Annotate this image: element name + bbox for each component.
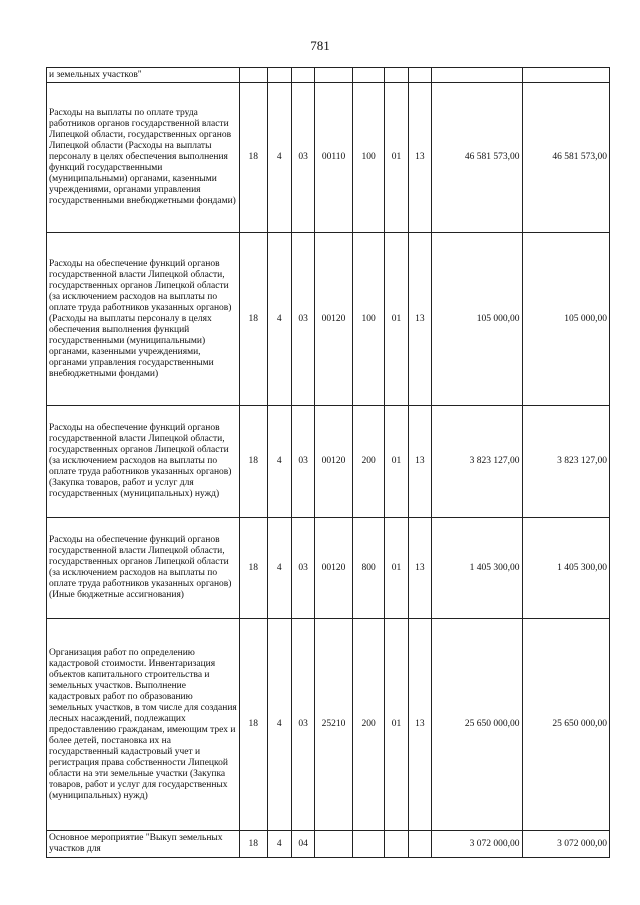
amount-1-cell: 105 000,00 xyxy=(432,233,522,406)
table-row xyxy=(47,518,610,619)
table-row xyxy=(47,83,610,233)
code-4-cell xyxy=(315,831,353,858)
amount-2-cell xyxy=(522,68,609,83)
amount-2-cell: 25 650 000,00 xyxy=(522,619,609,831)
code-6-cell: 01 xyxy=(385,619,408,831)
code-6-cell: 01 xyxy=(385,406,408,518)
code-3-cell: 03 xyxy=(291,83,314,233)
code-4-cell: 00120 xyxy=(315,406,353,518)
code-7-cell: 13 xyxy=(408,233,431,406)
code-7-cell: 13 xyxy=(408,83,431,233)
code-2-cell xyxy=(267,68,291,83)
code-1-cell xyxy=(240,68,267,83)
row-description-cell: Расходы на выплаты по оплате труда работников органов государственной власти Липецкой области, государственных органов Липецкой области (Расходы на выплаты персоналу в целях обеспечения выполнения функций государственными (муниципальными) органами, казенными учреждениями, органами управления государственными внебюджетными фондами) xyxy=(47,83,240,233)
code-2-cell: 4 xyxy=(267,406,291,518)
table-row xyxy=(47,831,610,858)
table-body xyxy=(47,68,610,858)
row-description-cell: Расходы на обеспечение функций органов государственной власти Липецкой области, государственных органов Липецкой области (за исключением расходов на выплаты по оплате труда работников указанных органов) (Расходы на выплаты персоналу в целях обеспечения выполнения функций государственными (муниципальными) органами, казенными учреждениями, органами управления государственными внебюджетными фондами) xyxy=(47,233,240,406)
code-1-cell: 18 xyxy=(240,619,267,831)
code-5-cell: 200 xyxy=(352,406,385,518)
code-2-cell: 4 xyxy=(267,619,291,831)
code-2-cell: 4 xyxy=(267,233,291,406)
row-description-cell: Расходы на обеспечение функций органов государственной власти Липецкой области, государственных органов Липецкой области (за исключением расходов на выплаты по оплате труда работников указанных органов) (Закупка товаров, работ и услуг для государственных (муниципальных) нужд) xyxy=(47,406,240,518)
row-description-cell: и земельных участков" xyxy=(47,68,240,83)
row-description-cell: Основное мероприятие "Выкуп земельных участков для xyxy=(47,831,240,858)
code-4-cell: 00120 xyxy=(315,233,353,406)
code-7-cell: 13 xyxy=(408,518,431,619)
code-3-cell: 03 xyxy=(291,518,314,619)
code-3-cell: 03 xyxy=(291,406,314,518)
code-7-cell xyxy=(408,831,431,858)
code-1-cell: 18 xyxy=(240,406,267,518)
page-number: 781 xyxy=(310,38,330,53)
code-1-cell: 18 xyxy=(240,518,267,619)
code-2-cell: 4 xyxy=(267,83,291,233)
code-5-cell: 800 xyxy=(352,518,385,619)
code-5-cell: 100 xyxy=(352,233,385,406)
amount-1-cell: 46 581 573,00 xyxy=(432,83,522,233)
code-4-cell: 25210 xyxy=(315,619,353,831)
amount-2-cell: 46 581 573,00 xyxy=(522,83,609,233)
amount-2-cell: 3 823 127,00 xyxy=(522,406,609,518)
row-description-cell: Расходы на обеспечение функций органов государственной власти Липецкой области, государственных органов Липецкой области (за исключением расходов на выплаты по оплате труда работников указанных органов) (Иные бюджетные ассигнования) xyxy=(47,518,240,619)
table-row xyxy=(47,406,610,518)
code-1-cell: 18 xyxy=(240,233,267,406)
code-4-cell: 00120 xyxy=(315,518,353,619)
code-7-cell: 13 xyxy=(408,619,431,831)
code-4-cell: 00110 xyxy=(315,83,353,233)
row-description-cell: Организация работ по определению кадастровой стоимости. Инвентаризация объектов капитального строительства и земельных участков. Выполнение кадастровых работ по образованию земельных участков, в том числе для создания лесных насаждений, подлежащих предоставлению гражданам, имеющим трех и более детей, постановка их на государственный кадастровый учет и регистрация права собственности Липецкой области на эти земельные участки (Закупка товаров, работ и услуг для государственных (муниципальных) нужд) xyxy=(47,619,240,831)
amount-1-cell: 1 405 300,00 xyxy=(432,518,522,619)
amount-2-cell: 105 000,00 xyxy=(522,233,609,406)
table-row xyxy=(47,233,610,406)
table-row xyxy=(47,68,610,83)
code-6-cell: 01 xyxy=(385,83,408,233)
code-3-cell: 04 xyxy=(291,831,314,858)
budget-table xyxy=(46,67,610,858)
code-1-cell: 18 xyxy=(240,831,267,858)
code-6-cell: 01 xyxy=(385,233,408,406)
amount-1-cell: 3 072 000,00 xyxy=(432,831,522,858)
amount-1-cell: 3 823 127,00 xyxy=(432,406,522,518)
code-3-cell: 03 xyxy=(291,233,314,406)
code-3-cell: 03 xyxy=(291,619,314,831)
code-5-cell xyxy=(352,831,385,858)
amount-1-cell xyxy=(432,68,522,83)
amount-2-cell: 3 072 000,00 xyxy=(522,831,609,858)
code-2-cell: 4 xyxy=(267,518,291,619)
amount-1-cell: 25 650 000,00 xyxy=(432,619,522,831)
code-6-cell xyxy=(385,831,408,858)
code-1-cell: 18 xyxy=(240,83,267,233)
code-5-cell: 200 xyxy=(352,619,385,831)
code-5-cell: 100 xyxy=(352,83,385,233)
code-3-cell xyxy=(291,68,314,83)
code-6-cell xyxy=(385,68,408,83)
code-4-cell xyxy=(315,68,353,83)
code-2-cell: 4 xyxy=(267,831,291,858)
code-5-cell xyxy=(352,68,385,83)
code-7-cell: 13 xyxy=(408,406,431,518)
table-row xyxy=(47,619,610,831)
amount-2-cell: 1 405 300,00 xyxy=(522,518,609,619)
code-7-cell xyxy=(408,68,431,83)
code-6-cell: 01 xyxy=(385,518,408,619)
